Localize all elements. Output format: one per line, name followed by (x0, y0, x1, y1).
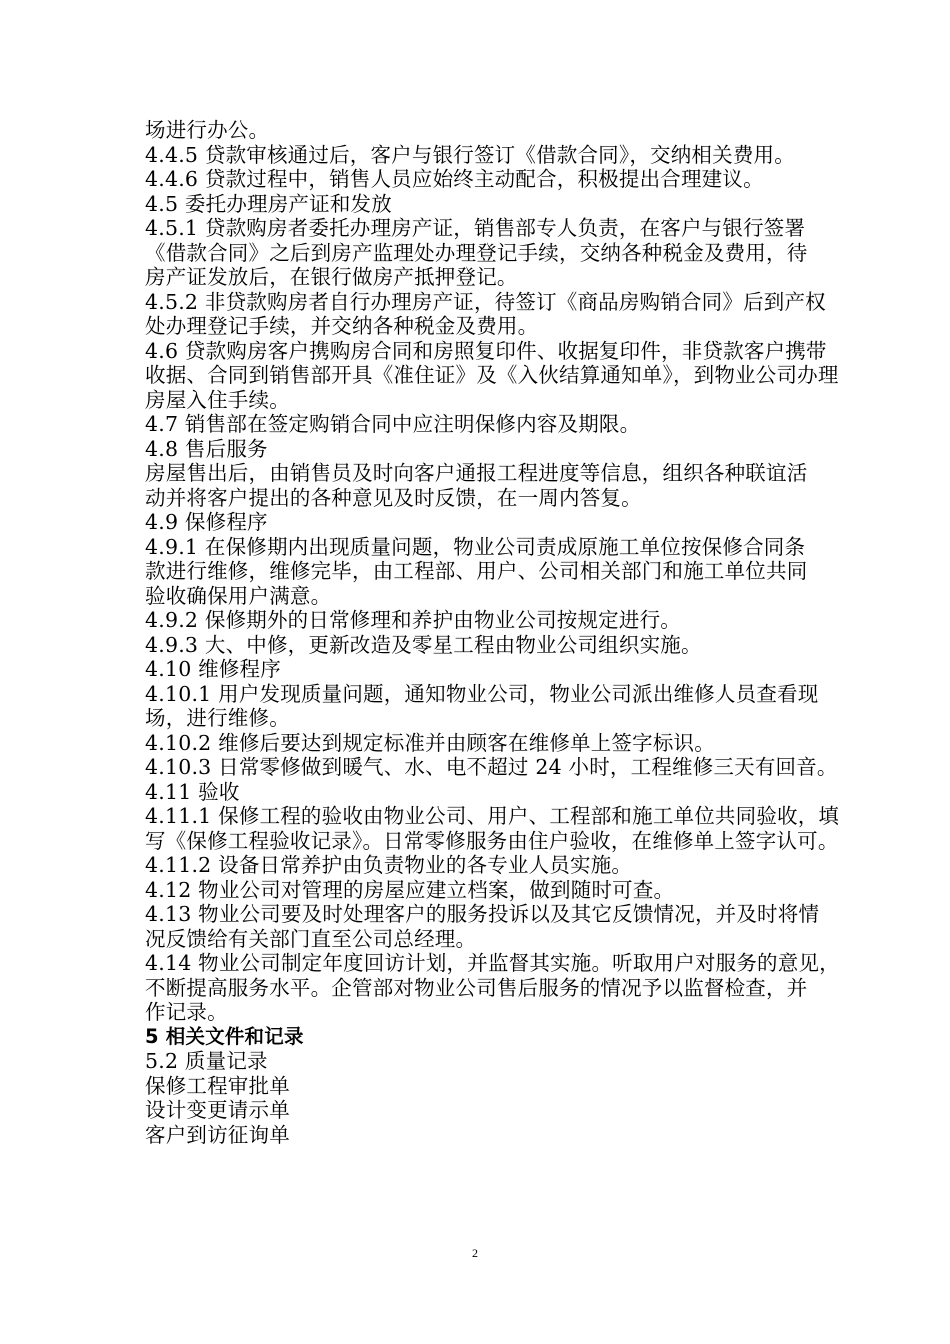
text-line: 4.5.1 贷款购房者委托办理房产证，销售部专人负责，在客户与银行签署 (145, 216, 806, 240)
record-item: 客户到访征询单 (145, 1122, 290, 1147)
text-line: 4.10.3 日常零修做到暖气、水、电不超过 24 小时，工程维修三天有回音。 (145, 755, 838, 779)
page-number: 2 (472, 1246, 478, 1260)
text-line: 4.10.1 用户发现质量问题，通知物业公司，物业公司派出维修人员查看现 (145, 681, 819, 706)
text-line: 4.10.2 维修后要达到规定标准并由顾客在维修单上签字标识。 (145, 730, 715, 755)
text-line: 4.9.2 保修期外的日常修理和养护由物业公司按规定进行。 (145, 608, 681, 632)
text-line: 验收确保用户满意。 (145, 583, 332, 608)
text-line: 4.11.1 保修工程的验收由物业公司、用户、工程部和施工单位共同验收，填 (145, 804, 840, 828)
text-line: 场，进行维修。 (145, 706, 290, 730)
chapter-heading: 5 相关文件和记录 (145, 1024, 304, 1048)
text-line: 4.7 销售部在签定购销合同中应注明保修内容及期限。 (145, 412, 641, 436)
section-heading: 4.11 验收 (145, 779, 240, 804)
section-heading: 4.5 委托办理房产证和发放 (145, 191, 392, 216)
text-line: 4.4.5 贷款审核通过后，客户与银行签订《借款合同》，交纳相关费用。 (145, 142, 795, 167)
text-line: 不断提高服务水平。企管部对物业公司售后服务的情况予以监督检查，并 (145, 975, 808, 1000)
text-line: 动并将客户提出的各种意见及时反馈，在一周内答复。 (145, 485, 642, 510)
record-item: 保修工程审批单 (145, 1073, 290, 1098)
text-line: 4.5.2 非贷款购房者自行办理房产证，待签订《商品房购销合同》后到产权 (145, 289, 826, 314)
section-heading: 4.8 售后服务 (145, 436, 268, 461)
text-line: 房屋售出后，由销售员及时向客户通报工程进度等信息，组织各种联谊活 (145, 461, 808, 485)
section-heading: 5.2 质量记录 (145, 1049, 268, 1073)
text-line: 房屋入住手续。 (145, 387, 290, 412)
text-line: 4.11.2 设备日常养护由负责物业的各专业人员实施。 (145, 853, 633, 877)
text-line: 房产证发放后，在银行做房产抵押登记。 (145, 265, 518, 289)
text-line: 场进行办公。 (145, 118, 270, 142)
text-line: 4.9.1 在保修期内出现质量问题，物业公司责成原施工单位按保修合同条 (145, 534, 806, 559)
section-heading: 4.10 维修程序 (145, 657, 281, 681)
text-line: 处办理登记手续，并交纳各种税金及费用。 (145, 314, 539, 338)
text-line: 收据、合同到销售部开具《准住证》及《入伙结算通知单》，到物业公司办理 (145, 363, 839, 387)
record-item: 设计变更请示单 (145, 1098, 290, 1122)
text-line: 4.9.3 大、中修，更新改造及零星工程由物业公司组织实施。 (145, 632, 702, 657)
text-line: 4.6 贷款购房客户携购房合同和房照复印件、收据复印件，非贷款客户携带 (145, 338, 827, 363)
text-line: 4.4.6 贷款过程中，销售人员应始终主动配合，积极提出合理建议。 (145, 167, 764, 191)
section-heading: 4.9 保修程序 (145, 510, 268, 534)
text-line: 4.14 物业公司制定年度回访计划，并监督其实施。听取用户对服务的意见， (145, 951, 840, 975)
document-body (145, 118, 869, 1147)
text-line: 《借款合同》之后到房产监理处办理登记手续，交纳各种税金及费用，待 (145, 240, 808, 265)
text-line: 4.13 物业公司要及时处理客户的服务投诉以及其它反馈情况，并及时将情 (145, 902, 820, 926)
text-line: 4.12 物业公司对管理的房屋应建立档案，做到随时可查。 (145, 877, 675, 902)
text-line: 写《保修工程验收记录》。日常零修服务由住户验收，在维修单上签字认可。 (145, 828, 839, 853)
text-line: 款进行维修，维修完毕，由工程部、用户、公司相关部门和施工单位共同 (145, 559, 808, 583)
text-line: 作记录。 (145, 1000, 228, 1024)
text-line: 况反馈给有关部门直至公司总经理。 (145, 926, 477, 951)
